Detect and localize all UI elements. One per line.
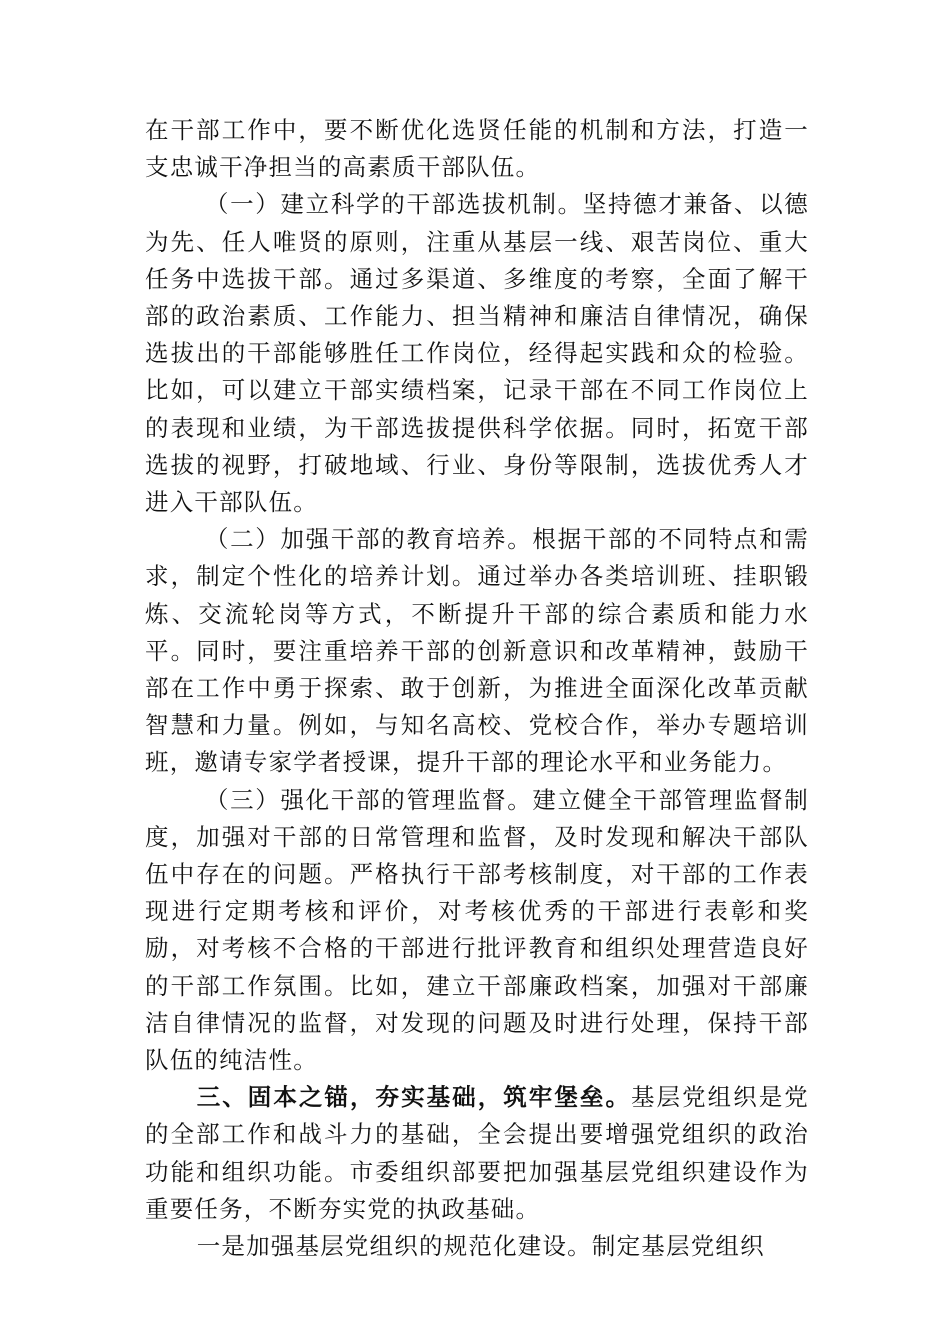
paragraph-lead: （一）建立科学的干部选拔机制。 [204,190,583,219]
section-heading-three [145,1079,809,1228]
document-body [145,112,809,1265]
paragraph-text: 制定基层党组织 [591,1232,765,1261]
paragraph-text: 建立健全干部管理监督制度，加强对干部的日常管理和监督，及时发现和解决干部队伍中存在的问题。严格执行干部考核制度，对干部的工作表现进行定期考核和评价，对考核优秀的干部进行表彰和奖励，对考核不合格的干部进行批评教育和组织处理营造良好的干部工作氛围。比如，建立干部廉政档案，加强对干部廉洁自律情况的监督，对发现的问题及时进行处理，保持干部队伍的纯洁性。 [145,785,809,1075]
paragraph-lead: （三）强化干部的管理监督。 [204,785,533,814]
paragraph-text: 坚持德才兼备、以德为先、任人唯贤的原则，注重从基层一线、艰苦岗位、重大任务中选拔干部。通过多渠道、多维度的考察，全面了解干部的政治素质、工作能力、担当精神和廉洁自律情况，确保选拔出的干部能够胜任工作岗位，经得起实践和众的检验。比如，可以建立干部实绩档案，记录干部在不同工作岗位上的表现和业绩，为干部选拔提供科学依据。同时，拓宽干部选拔的视野，打破地域、行业、身份等限制，选拔优秀人才进入干部队伍。 [145,190,809,517]
paragraph-grassroots-standardization [145,1228,809,1265]
paragraph-cadre-selection [145,186,809,521]
paragraph-cadre-supervision [145,782,809,1080]
paragraph-text: 在干部工作中，要不断优化选贤任能的机制和方法，打造一支忠诚干净担当的高素质干部队伍。 [145,116,809,182]
section-heading-lead: 三、固本之锚，夯实基础，筑牢堡垒。 [196,1083,631,1112]
paragraph-lead: （二）加强干部的教育培养。 [204,525,533,554]
paragraph-intro [145,112,809,186]
paragraph-cadre-training [145,521,809,781]
paragraph-text: 基层党组织是党的全部工作和战斗力的基础，全会提出要增强党组织的政治功能和组织功能。市委组织部要把加强基层党组织建设作为重要任务，不断夯实党的执政基础。 [145,1083,809,1223]
paragraph-lead: 一是加强基层党组织的规范化建设。 [196,1232,592,1261]
paragraph-text: 根据干部的不同特点和需求，制定个性化的培养计划。通过举办各类培训班、挂职锻炼、交流轮岗等方式，不断提升干部的综合素质和能力水平。同时，要注重培养干部的创新意识和改革精神，鼓励干部在工作中勇于探索、敢于创新，为推进全面深化改革贡献智慧和力量。例如，与知名高校、党校合作，举办专题培训班，邀请专家学者授课，提升干部的理论水平和业务能力。 [145,525,809,777]
